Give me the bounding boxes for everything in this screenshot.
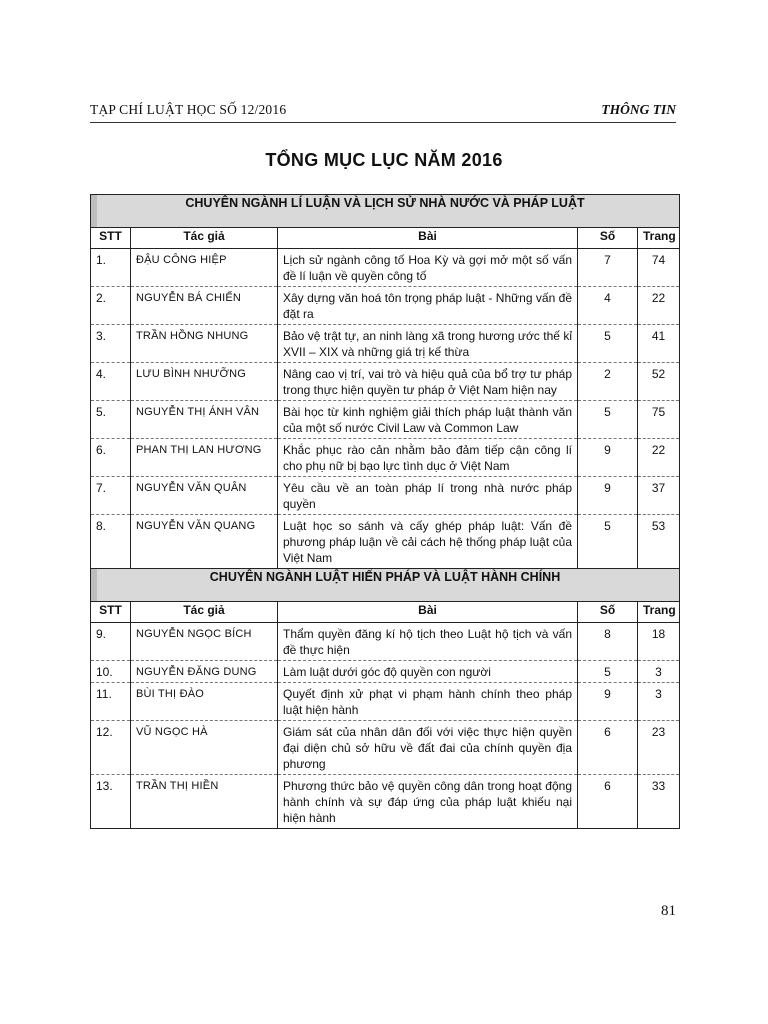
- article-title: Lịch sử ngành công tố Hoa Kỳ và gợi mở một số vấn đề lí luận về quyền công tố: [278, 249, 578, 287]
- row-number: 12.: [91, 721, 131, 775]
- col-header-page: Trang: [638, 602, 680, 623]
- row-number: 1.: [91, 249, 131, 287]
- issue-number: 6: [578, 775, 638, 829]
- article-title: Luật học so sánh và cấy ghép pháp luật: Vấn đề phương pháp luận về cải cách hệ thống pháp luật của Việt Nam: [278, 515, 578, 569]
- table-row: [91, 661, 680, 683]
- article-title: Làm luật dưới góc độ quyền con người: [278, 661, 578, 683]
- author-name: NGUYỄN VĂN QUÂN: [131, 477, 278, 515]
- col-header-page: Trang: [638, 228, 680, 249]
- page-ref: 41: [638, 325, 680, 363]
- issue-number: 9: [578, 683, 638, 721]
- page-ref: 18: [638, 623, 680, 661]
- issue-number: 5: [578, 515, 638, 569]
- article-title: Xây dựng văn hoá tôn trọng pháp luật - Những vấn đề đặt ra: [278, 287, 578, 325]
- issue-number: 9: [578, 477, 638, 515]
- author-name: NGUYỄN VĂN QUANG: [131, 515, 278, 569]
- issue-number: 5: [578, 401, 638, 439]
- author-name: TRẦN HỒNG NHUNG: [131, 325, 278, 363]
- section-heading-row: [91, 195, 680, 228]
- section-name: THÔNG TIN: [601, 102, 676, 117]
- row-number: 9.: [91, 623, 131, 661]
- page-ref: 33: [638, 775, 680, 829]
- row-number: 11.: [91, 683, 131, 721]
- article-title: Phương thức bảo vệ quyền công dân trong hoạt động hành chính và sự đáp ứng của pháp luật khiếu nại hiện hành: [278, 775, 578, 829]
- contents-table: [90, 194, 680, 829]
- issue-number: 8: [578, 623, 638, 661]
- page-ref: 75: [638, 401, 680, 439]
- col-header-stt: STT: [91, 602, 131, 623]
- col-header-issue: Số: [578, 602, 638, 623]
- row-number: 13.: [91, 775, 131, 829]
- issue-number: 9: [578, 439, 638, 477]
- table-row: [91, 363, 680, 401]
- table-row: [91, 623, 680, 661]
- table-row: [91, 721, 680, 775]
- table-row: [91, 401, 680, 439]
- table-row: [91, 439, 680, 477]
- page-ref: 53: [638, 515, 680, 569]
- row-number: 6.: [91, 439, 131, 477]
- author-name: NGUYỄN NGỌC BÍCH: [131, 623, 278, 661]
- column-header-row: [91, 228, 680, 249]
- page-ref: 3: [638, 661, 680, 683]
- col-header-title: Bài: [278, 228, 578, 249]
- page-ref: 22: [638, 439, 680, 477]
- row-number: 10.: [91, 661, 131, 683]
- table-row: [91, 775, 680, 829]
- column-header-row: [91, 602, 680, 623]
- author-name: LƯU BÌNH NHƯỠNG: [131, 363, 278, 401]
- author-name: VŨ NGỌC HÀ: [131, 721, 278, 775]
- article-title: Giám sát của nhân dân đối với việc thực hiện quyền đại diện chủ sở hữu về đất đai của chính quyền địa phương: [278, 721, 578, 775]
- article-title: Khắc phục rào cản nhằm bảo đảm tiếp cận công lí cho phụ nữ bị bạo lực tình dục ở Việt Nam: [278, 439, 578, 477]
- issue-number: 6: [578, 721, 638, 775]
- section-heading: CHUYÊN NGÀNH LUẬT HIẾN PHÁP VÀ LUẬT HÀNH CHÍNH: [91, 569, 680, 602]
- author-name: TRẦN THỊ HIỀN: [131, 775, 278, 829]
- table-row: [91, 249, 680, 287]
- table-row: [91, 515, 680, 569]
- page-ref: 3: [638, 683, 680, 721]
- author-name: NGUYỄN BÁ CHIẾN: [131, 287, 278, 325]
- section-heading-row: [91, 569, 680, 602]
- row-number: 7.: [91, 477, 131, 515]
- page-title: TỔNG MỤC LỤC NĂM 2016: [265, 150, 503, 170]
- col-header-stt: STT: [91, 228, 131, 249]
- row-number: 2.: [91, 287, 131, 325]
- author-name: ĐẬU CÔNG HIỆP: [131, 249, 278, 287]
- table-row: [91, 325, 680, 363]
- table-row: [91, 287, 680, 325]
- issue-number: 5: [578, 325, 638, 363]
- row-number: 8.: [91, 515, 131, 569]
- table-row: [91, 683, 680, 721]
- col-header-issue: Số: [578, 228, 638, 249]
- article-title: Nâng cao vị trí, vai trò và hiệu quả của bổ trợ tư pháp trong thực hiện quyền tư pháp ở Việt Nam hiện nay: [278, 363, 578, 401]
- page-ref: 22: [638, 287, 680, 325]
- page-ref: 74: [638, 249, 680, 287]
- author-name: PHAN THỊ LAN HƯƠNG: [131, 439, 278, 477]
- article-title: Thẩm quyền đăng kí hộ tịch theo Luật hộ tịch và vấn đề thực hiện: [278, 623, 578, 661]
- col-header-author: Tác giả: [131, 602, 278, 623]
- page-ref: 23: [638, 721, 680, 775]
- page-ref: 37: [638, 477, 680, 515]
- page-ref: 52: [638, 363, 680, 401]
- row-number: 3.: [91, 325, 131, 363]
- section-heading: CHUYÊN NGÀNH LÍ LUẬN VÀ LỊCH SỬ NHÀ NƯỚC VÀ PHÁP LUẬT: [91, 195, 680, 228]
- issue-number: 5: [578, 661, 638, 683]
- article-title: Bảo vệ trật tự, an ninh làng xã trong hương ước thế kỉ XVII – XIX và những giá trị kế thừa: [278, 325, 578, 363]
- issue-number: 7: [578, 249, 638, 287]
- issue-number: 4: [578, 287, 638, 325]
- author-name: NGUYỄN THỊ ÁNH VÂN: [131, 401, 278, 439]
- running-header: [90, 100, 676, 123]
- col-header-title: Bài: [278, 602, 578, 623]
- table-row: [91, 477, 680, 515]
- row-number: 5.: [91, 401, 131, 439]
- issue-number: 2: [578, 363, 638, 401]
- article-title: Quyết định xử phạt vi phạm hành chính theo pháp luật hiện hành: [278, 683, 578, 721]
- author-name: BÙI THỊ ĐÀO: [131, 683, 278, 721]
- row-number: 4.: [91, 363, 131, 401]
- article-title: Yêu cầu về an toàn pháp lí trong nhà nước pháp quyền: [278, 477, 578, 515]
- journal-name: TẠP CHÍ LUẬT HỌC SỐ 12/2016: [90, 102, 287, 117]
- col-header-author: Tác giả: [131, 228, 278, 249]
- page-number: 81: [661, 903, 676, 919]
- author-name: NGUYỄN ĐĂNG DUNG: [131, 661, 278, 683]
- article-title: Bài học từ kinh nghiệm giải thích pháp luật thành văn của một số nước Civil Law và Common Law: [278, 401, 578, 439]
